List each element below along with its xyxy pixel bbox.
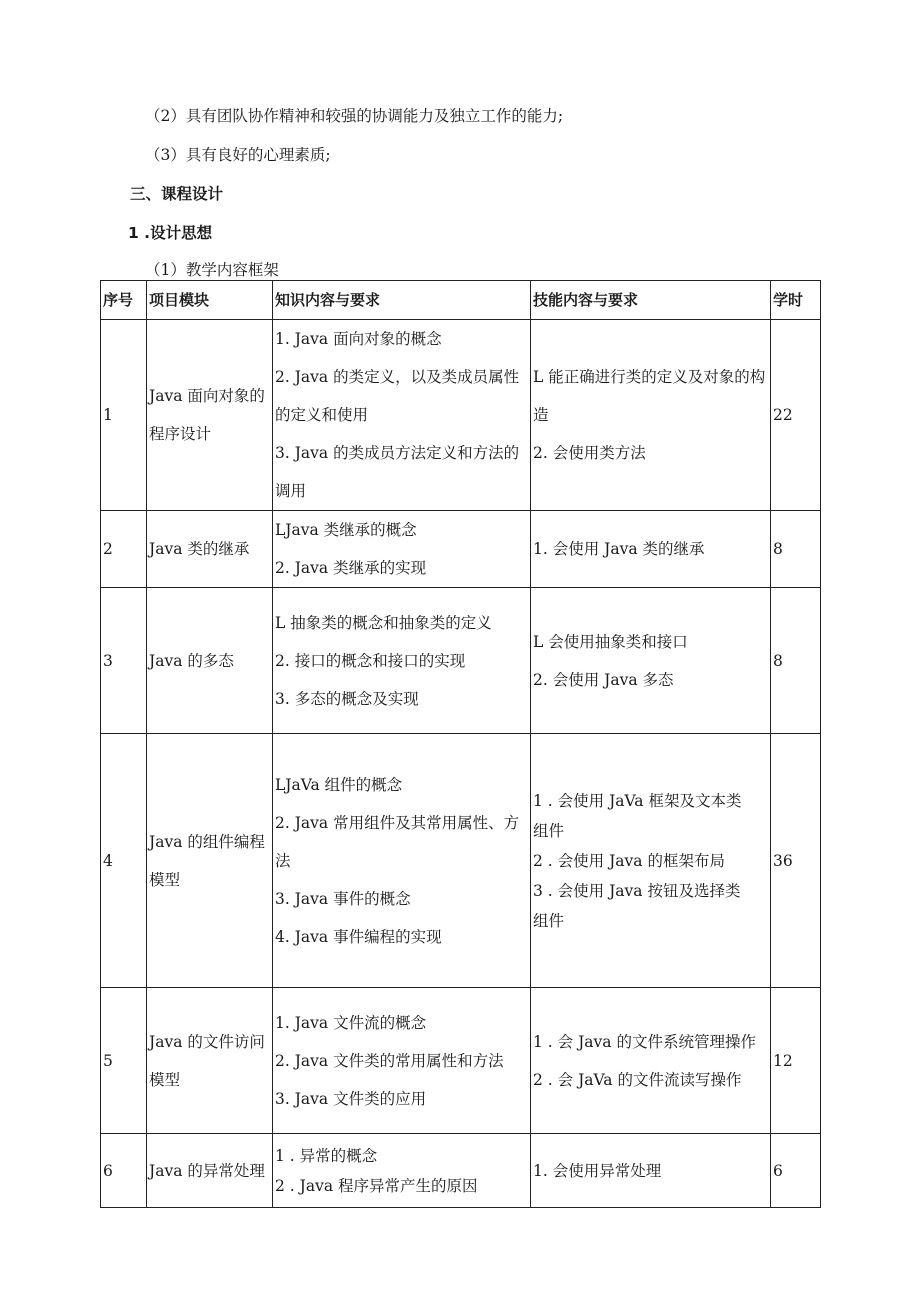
table-row (101, 734, 821, 988)
skill-item: 组件 (533, 911, 565, 930)
knowledge-item: L 抽象类的概念和抽象类的定义 (275, 613, 492, 632)
knowledge-item: 2. Java 常用组件及其常用属性、方法 (275, 813, 520, 870)
row-no: 4 (101, 734, 147, 988)
knowledge-item: 3. Java 文件类的应用 (275, 1089, 427, 1108)
row-hours: 22 (771, 320, 821, 511)
row-no: 3 (101, 588, 147, 734)
row-knowledge (273, 988, 531, 1134)
row-hours: 8 (771, 588, 821, 734)
row-module: Java 的组件编程模型 (147, 734, 273, 988)
header-module: 项目模块 (147, 281, 273, 320)
skill-item: 2. 会使用 Java 多态 (533, 670, 674, 689)
section-heading: 三、课程设计 (130, 185, 224, 203)
header-hours: 学时 (771, 281, 821, 320)
paragraph-psychology: （3）具有良好的心理素质; (145, 146, 331, 164)
row-skills (531, 320, 771, 511)
row-module: Java 的多态 (147, 588, 273, 734)
skill-item: 2. 会使用类方法 (533, 444, 646, 462)
table-row (101, 320, 821, 511)
row-hours: 12 (771, 988, 821, 1134)
row-module: Java 的文件访问模型 (147, 988, 273, 1134)
knowledge-item: 2. Java 的类定义，以及类成员属性的定义和使用 (275, 368, 520, 424)
skill-item: L 能正确进行类的定义及对象的构造 (533, 368, 766, 424)
row-skills (531, 734, 771, 988)
row-knowledge (273, 320, 531, 511)
knowledge-item: 2. Java 类继承的实现 (275, 559, 427, 577)
row-module: Java 面向对象的程序设计 (147, 320, 273, 511)
table-row (101, 588, 821, 734)
table-row (101, 511, 821, 588)
knowledge-item: 2 . Java 程序异常产生的原因 (275, 1176, 478, 1195)
row-skills (531, 988, 771, 1134)
row-no: 5 (101, 988, 147, 1134)
row-module: Java 的异常处理 (147, 1134, 273, 1208)
row-hours: 6 (771, 1134, 821, 1208)
row-no: 1 (101, 320, 147, 511)
skill-item: 1 . 会 Java 的文件系统管理操作 (533, 1032, 756, 1051)
knowledge-item: 3. Java 的类成员方法定义和方法的调用 (275, 444, 520, 500)
row-no: 2 (101, 511, 147, 588)
table-row (101, 1134, 821, 1208)
row-skills (531, 511, 771, 588)
row-module: Java 类的继承 (147, 511, 273, 588)
header-no: 序号 (101, 281, 147, 320)
skill-item: 1. 会使用异常处理 (533, 1161, 662, 1180)
knowledge-item: 1. Java 面向对象的概念 (275, 330, 442, 348)
table-row (101, 988, 821, 1134)
knowledge-item: 2. 接口的概念和接口的实现 (275, 651, 466, 670)
row-knowledge (273, 1134, 531, 1208)
knowledge-item: 1. Java 文件流的概念 (275, 1013, 427, 1032)
row-knowledge (273, 588, 531, 734)
header-skills: 技能内容与要求 (531, 281, 771, 320)
row-hours: 8 (771, 511, 821, 588)
paragraph-teamwork: （2）具有团队协作精神和较强的协调能力及独立工作的能力; (145, 107, 564, 125)
skill-item: L 会使用抽象类和接口 (533, 632, 688, 651)
row-knowledge (273, 511, 531, 588)
skill-item: 1 . 会使用 JaVa 框架及文本类 (533, 791, 742, 810)
sub-heading: 1 .设计思想 (128, 224, 213, 242)
knowledge-item: 3. Java 事件的概念 (275, 889, 411, 908)
skill-item: 1. 会使用 Java 类的继承 (533, 540, 705, 558)
knowledge-item: 3. 多态的概念及实现 (275, 689, 419, 708)
row-knowledge (273, 734, 531, 988)
skill-item: 2 . 会 JaVa 的文件流读写操作 (533, 1070, 742, 1089)
knowledge-item: LJava 类继承的概念 (275, 521, 417, 539)
knowledge-item: 1 . 异常的概念 (275, 1146, 378, 1165)
row-skills (531, 588, 771, 734)
header-knowledge: 知识内容与要求 (273, 281, 531, 320)
knowledge-item: 2. Java 文件类的常用属性和方法 (275, 1051, 504, 1070)
skill-item: 2 . 会使用 Java 的框架布局 (533, 851, 725, 870)
table-header-row (101, 281, 821, 320)
knowledge-item: 4. Java 事件编程的实现 (275, 927, 442, 946)
skill-item: 3 . 会使用 Java 按钮及选择类 (533, 881, 741, 900)
row-hours: 36 (771, 734, 821, 988)
knowledge-item: LJaVa 组件的概念 (275, 775, 403, 794)
skill-item: 组件 (533, 821, 565, 840)
row-skills (531, 1134, 771, 1208)
row-no: 6 (101, 1134, 147, 1208)
table-caption: （1）教学内容框架 (145, 261, 279, 279)
teaching-content-table (100, 280, 821, 1208)
